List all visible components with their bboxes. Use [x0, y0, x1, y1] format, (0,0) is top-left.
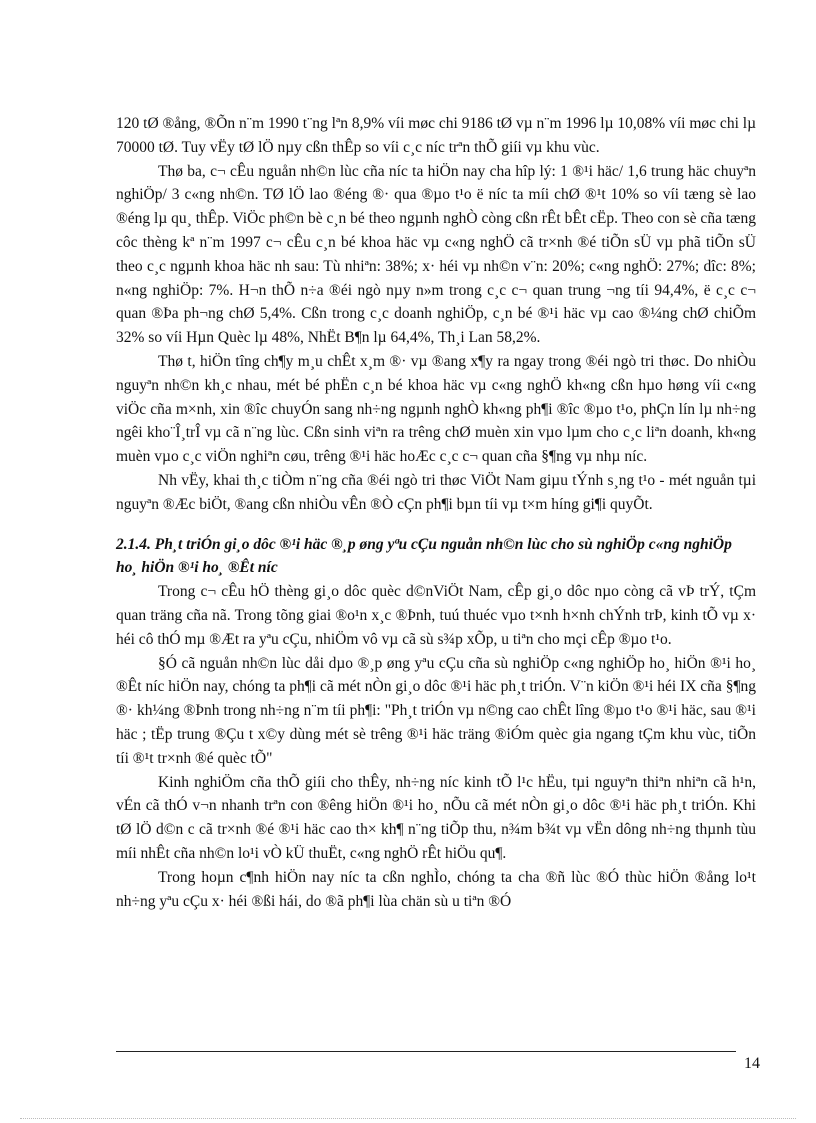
- section-paragraph-3: Kinh nghiÖm cña thÕ giíi cho thÊy, nh÷ng níc kinh tÕ l¹c hËu, tµi nguyªn thiªn nhiªn cã h¹n, vÉn cã thÓ v¬n nhanh trªn con ®êng hiÖn ®¹i ho¸ nÕu cã mét nÒn gi¸o dôc ®¹i häc ph¸t triÓn. Khi tØ lÖ d©n c cã tr×nh ®é ®¹i häc cao th× kh¶ n¨ng tiÕp thu, n¾m b¾t vµ vËn dông nh÷ng thµnh tùu míi nhÊt cña nh©n lo¹i vÒ kÜ thuËt, c«ng nghÖ rÊt hiÖu qu¶.: [116, 773, 756, 862]
- section-paragraph-4: Trong hoµn c¶nh hiÖn nay níc ta cßn nghÌo, chóng ta cha ®ñ lùc ®Ó thùc hiÖn ®ång lo¹t nh÷ng yªu cÇu x· héi ®ßi hái, do ®ã ph¶i lùa chän sù u tiªn ®Ó: [116, 868, 756, 910]
- paragraph-3: Thø t, hiÖn tîng ch¶y m¸u chÊt x¸m ®· vµ ®ang x¶y ra ngay trong ®éi ngò tri thøc. Do nhiÒu nguyªn nh©n kh¸c nhau, mét bé phËn c¸n bé khoa häc vµ c«ng nghÖ kh«ng cßn hµo høng víi c«ng viÖc cña m×nh, xin ®îc chuyÓn sang nh÷ng ngµnh nghÒ kh«ng ph¶i ®îc ®µo t¹o, phÇn lín lµ nh÷ng ngêi kho¨Î¸trÎ vµ cã n¨ng lùc. Cßn sinh viªn ra trêng chØ muèn xin vµo lµm cho c¸c liªn doanh, kh«ng muèn vµo c¸c viÖn nghiªn cøu, trêng ®¹i häc hoÆc c¸c c¬ quan cña §¶ng vµ nhµ níc.: [116, 352, 756, 466]
- page-number: 14: [744, 1055, 760, 1072]
- section-paragraph-2: §Ó cã nguån nh©n lùc dåi dµo ®¸p øng yªu cÇu cña sù nghiÖp c«ng nghiÖp ho¸ hiÖn ®¹i ho¸ ®Êt níc hiÖn nay, chóng ta ph¶i cã mét nÒn gi¸o dôc ®¹i häc ph¸t triÓn. V¨n kiÖn ®¹i héi IX cña §¶ng ®· kh¼ng ®Þnh trong nh÷ng n¨m tíi ph¶i: "Ph¸t triÓn vµ n©ng cao chÊt lîng ®µo t¹o ®¹i häc, sau ®¹i häc ; tËp trung ®Çu t x©y dùng mét sè trêng ®¹i häc träng ®iÓm quèc gia ngang tÇm khu vùc, tiÕn tíi ®¹t tr×nh ®é quèc tÕ": [116, 654, 756, 767]
- section-paragraph-1: Trong c¬ cÊu hÖ thèng gi¸o dôc quèc d©nViÖt Nam, cÊp gi¸o dôc nµo còng cã vÞ trÝ, tÇm quan träng cña nã. Trong tõng giai ®o¹n x¸c ®Þnh, tuú thuéc vµo t×nh h×nh chÝnh trÞ, kinh tÕ vµ x· héi cô thÓ mµ ®Æt ra yªu cÇu, nhiÖm vô vµ cã sù s¾p xÕp, u tiªn cho mçi cÊp ®µo t¹o.: [116, 583, 756, 648]
- paragraph-1: 120 tØ ®ång, ®Õn n¨m 1990 t¨ng lªn 8,9% víi møc chi 9186 tØ vµ n¨m 1996 lµ 10,08% víi møc chi lµ 70000 tØ. Tuy vËy tØ lÖ nµy cßn thÊp so víi c¸c níc trªn thÕ giíi vµ khu vùc.: [116, 115, 756, 156]
- page-bottom-border: [20, 1118, 796, 1119]
- paragraph-4: Nh vËy, khai th¸c tiÒm n¨ng cña ®éi ngò tri thøc ViÖt Nam giµu tÝnh s¸ng t¹o - mét nguån tµi nguyªn ®Æc biÖt, ®ang cßn nhiÒu vÊn ®Ò cÇn ph¶i bµn tíi vµ t×m híng gi¶i quyÕt.: [116, 471, 756, 513]
- footer-rule: [116, 1051, 736, 1052]
- paragraph-2: Thø ba, c¬ cÊu nguån nh©n lùc cña níc ta hiÖn nay cha hîp lý: 1 ®¹i häc/ 1,6 trung häc chuyªn nghiÖp/ 3 c«ng nh©n. TØ lÖ lao ®éng ®· qua ®µo t¹o ë níc ta míi chØ ®¹t 10% so víi tæng sè lao ®éng lµ qu¸ thÊp. ViÖc ph©n bè c¸n bé theo ngµnh nghÒ còng cßn rÊt bÊt cËp. Theo con sè cña tæng côc thèng kª n¨m 1997 c¬ cÊu c¸n bé khoa häc vµ c«ng nghÖ cã tr×nh ®é tiÕn sÜ vµ phã tiÕn sÜ theo c¸c ngµnh khoa häc nh sau: Tù nhiªn: 38%; x· héi vµ nh©n v¨n: 20%; c«ng nghÖ: 27%; dîc: 8%; n«ng nghiÖp: 7%. H¬n thÕ n÷a ®éi ngò nµy n»m trong c¸c c¬ quan trung ¬ng tíi 94,4%, ë c¸c c¬ quan ®Þa ph¬ng chØ 5,4%. Cßn trong c¸c doanh nghiÖp, c¸n bé ®¹i häc vµ cao ®¼ng chØ chiÕm 32% so víi Hµn Quèc lµ 48%, NhËt B¶n lµ 64,4%, Th¸i Lan 58,2%.: [116, 162, 756, 347]
- section-heading: 2.1.4. Ph¸t triÓn gi¸o dôc ®¹i häc ®¸p øng yªu cÇu nguån nh©n lùc cho sù nghiÖp c«ng nghiÖp ho¸ hiÖn ®¹i ho¸ ®Êt níc: [116, 535, 732, 577]
- document-page: [116, 112, 756, 913]
